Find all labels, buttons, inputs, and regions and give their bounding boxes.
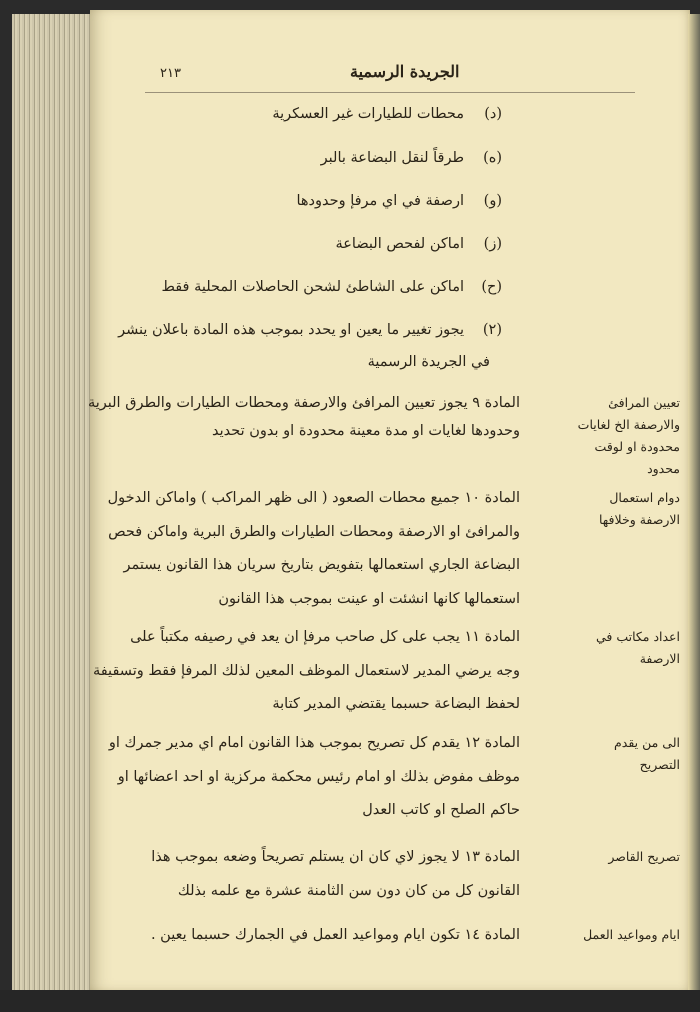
margin-note-line: والارصفة الخ لغايات <box>577 417 680 432</box>
margin-note-line: الارصفة <box>639 651 680 666</box>
margin-note-line: محدودة او لوقت <box>594 439 680 454</box>
item-marker: (ه) <box>483 150 502 166</box>
item-text: طرقاً لنقل البضاعة بالبر <box>320 150 464 166</box>
item-marker: (د) <box>484 106 502 122</box>
margin-note <box>530 626 680 670</box>
margin-note <box>530 487 680 531</box>
item-text: ارصفة في اي مرفإ وحدودها <box>296 193 464 209</box>
item-marker: (٢) <box>482 322 502 338</box>
article-line: المادة ١٠ جميع محطات الصعود ( الى ظهر المراكب ) واماكن الدخول <box>107 490 520 506</box>
item-text: محطات للطيارات غير العسكرية <box>272 106 464 122</box>
header-rule <box>145 92 635 93</box>
item-marker: (ز) <box>483 236 502 252</box>
margin-note-line: ايام ومواعيد العمل <box>583 927 680 942</box>
article-line: القانون كل من كان دون سن الثامنة عشرة مع علمه بذلك <box>177 882 520 899</box>
book-page-edges <box>12 14 94 996</box>
margin-note-line: دوام استعمال <box>609 490 680 505</box>
scan-background <box>0 990 700 1012</box>
article-line: وجه يرضي المدير لاستعمال الموظف المعين لذلك المرفإ فقط وتسقيفة <box>92 662 520 679</box>
margin-note-line: اعداد مكاتب في <box>595 629 680 644</box>
margin-note-line: تعيين المرافئ <box>608 395 680 410</box>
page-gutter-shadow <box>688 14 700 1004</box>
article-line: المادة ١٤ تكون ايام ومواعيد العمل في الجمارك حسبما يعين . <box>150 927 520 943</box>
margin-note-line: تصريح القاصر <box>608 849 680 864</box>
margin-note <box>530 846 680 868</box>
running-header-title: الجريدة الرسمية <box>350 62 460 81</box>
item-text: اماكن لفحص البضاعة <box>335 236 464 252</box>
margin-note <box>530 392 680 480</box>
margin-note-line: محدود <box>647 461 680 476</box>
margin-note-line: الى من يقدم <box>614 735 680 750</box>
article-line: لحفظ البضاعة حسبما يقتضي المدير كتابة <box>272 696 520 712</box>
margin-note <box>530 732 680 776</box>
item-text: يجوز تغيير ما يعين او يحدد بموجب هذه المادة باعلان ينشر <box>118 322 464 338</box>
article-line: حاكم الصلح او كاتب العدل <box>362 802 520 818</box>
margin-note <box>530 924 680 946</box>
article-line: المادة ١٣ لا يجوز لاي كان ان يستلم تصريحاً وضعه بموجب هذا <box>151 849 520 865</box>
page-number: ٢١٣ <box>160 66 181 81</box>
article-line: المادة ١١ يجب على كل صاحب مرفإ ان يعد في رصيفه مكتباً على <box>130 629 520 645</box>
article-line: والمرافئ او الارصفة ومحطات الطيارات والطرق البرية واماكن فحص <box>108 523 520 540</box>
article-line: المادة ٩ يجوز تعيين المرافئ والارصفة ومحطات الطيارات والطرق البرية <box>87 395 520 411</box>
item-text: اماكن على الشاطئ لشحن الحاصلات المحلية فقط <box>161 279 464 295</box>
item-marker: (و) <box>483 193 502 209</box>
item-continuation: في الجريدة الرسمية <box>367 354 490 370</box>
article-line: المادة ١٢ يقدم كل تصريح بموجب هذا القانون امام اي مدير جمرك او <box>108 735 520 751</box>
article-line: موظف مفوض بذلك او امام رئيس محكمة مركزية او احد اعضائها او <box>117 768 520 785</box>
article-line: استعمالها كانها انشئت او عينت بموجب هذا القانون <box>218 590 520 607</box>
item-marker: (ح) <box>481 279 502 295</box>
article-line: وحدودها لغايات او مدة معينة محدودة او بدون تحديد <box>212 423 520 439</box>
margin-note-line: الارصفة وخلافها <box>598 512 680 527</box>
article-line: البضاعة الجاري استعمالها بتفويض بتاريخ سريان هذا القانون يستمر <box>123 557 520 573</box>
margin-note-line: التصريح <box>639 757 680 772</box>
